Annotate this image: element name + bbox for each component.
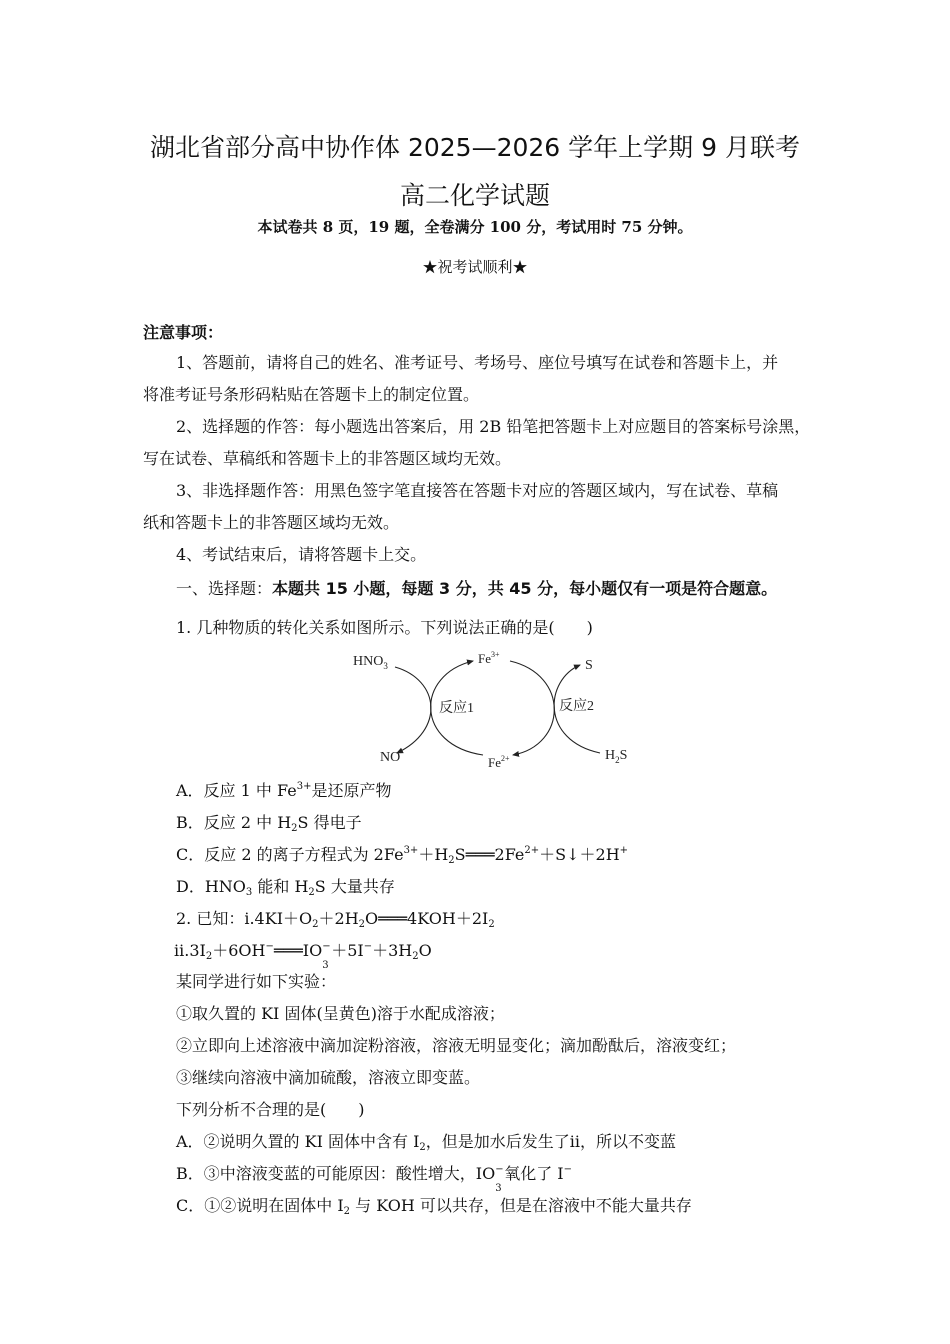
- notice-item: 4、考试结束后，请将答题卡上交。: [176, 545, 427, 564]
- label-fe3: $Fe^{3+}$: [478, 650, 500, 666]
- reaction2-arrow-fe3-fe2: [510, 661, 554, 755]
- q2-step-1: ①取久置的 KI 固体(呈黄色)溶于水配成溶液；: [176, 1004, 505, 1023]
- notice-item: 2、选择题的作答：每小题选出答案后，用 2B 铅笔把答题卡上对应题目的答案标号涂黑，: [176, 417, 811, 436]
- q1-option-a: A．反应 1 中 $Fe^{3+}$是还原产物: [176, 781, 392, 800]
- label-s: S: [585, 658, 593, 673]
- q2-given-i: 2. 已知：$ⅰ.4KI+O_2+2H_2O═══4KOH+2I_2$: [176, 909, 495, 930]
- q1-option-c: C．反应 2 的离子方程式为 $2Fe^{3+}+H_2S═══2Fe^{2+}+S↓+2H^+$: [176, 845, 629, 866]
- notice-item: 写在试卷、草稿纸和答题卡上的非答题区域均无效。: [143, 449, 512, 468]
- reaction1-arrow-hno3-no: [395, 667, 431, 753]
- q1-option-b: B．反应 2 中 $H_2S$ 得电子: [176, 813, 362, 834]
- question-1-stem: 1. 几种物质的转化关系如图所示。下列说法正确的是( ): [176, 618, 593, 637]
- q2-step-3: ③继续向溶液中滴加硫酸，溶液立即变蓝。: [176, 1068, 481, 1087]
- q2-option-a: A．②说明久置的 KI 固体中含有 $I_2$，但是加水后发生了ⅱ，所以不变蓝: [176, 1132, 677, 1153]
- q1-option-d: D．$HNO_3$ 能和 $H_2S$ 大量共存: [176, 877, 395, 898]
- notice-item: 将准考证号条形码粘贴在答题卡上的制定位置。: [143, 385, 480, 404]
- label-h2s: $H_2S$: [605, 748, 628, 765]
- q2-question: 下列分析不合理的是( ): [176, 1100, 365, 1119]
- exam-subject-title: 高二化学试题: [399, 181, 550, 210]
- label-hno3: $HNO_3$: [353, 654, 388, 671]
- notice-item: 纸和答题卡上的非答题区域均无效。: [143, 513, 400, 532]
- label-reaction2: 反应2: [559, 699, 594, 714]
- label-fe2: $Fe^{2+}$: [488, 754, 510, 770]
- label-reaction1: 反应1: [439, 701, 474, 716]
- redox-cycle-diagram: [345, 645, 645, 773]
- q2-intro: 某同学进行如下实验：: [176, 972, 337, 991]
- section-heading: [176, 574, 777, 604]
- section-instructions: 本题共 15 小题，每题 3 分，共 45 分，每小题仅有一项是符合题意。: [272, 579, 778, 598]
- label-no: NO: [380, 750, 401, 765]
- notice-item: 3、非选择题作答：用黑色签字笔直接答在答题卡对应的答题区域内，写在试卷、草稿: [176, 481, 779, 500]
- q2-step-2: ②立即向上述溶液中滴加淀粉溶液，溶液无明显变化；滴加酚酞后，溶液变红；: [176, 1036, 737, 1055]
- exam-info: 本试卷共 8 页，19 题，全卷满分 100 分，考试用时 75 分钟。: [257, 218, 693, 236]
- exam-title: 湖北省部分高中协作体 2025—2026 学年上学期 9 月联考: [150, 133, 800, 162]
- good-luck-line: ★祝考试顺利★: [422, 258, 528, 276]
- q2-given-ii: $ⅱ.3I_2+6OH^-═══IO$ − 3 $+5I^-+3H_2O$: [174, 941, 432, 971]
- section-prefix: 一、选择题：: [176, 579, 273, 598]
- q2-option-b: B．③中溶液变蓝的可能原因：酸性增大，IO − 3 氧化了 I−: [176, 1164, 573, 1194]
- q2-option-c: C．①②说明在固体中 $I_2$ 与 KOH 可以共存，但是在溶液中不能大量共存: [176, 1196, 692, 1217]
- notice-item: 1、答题前，请将自己的姓名、准考证号、考场号、座位号填写在试卷和答题卡上，并: [176, 353, 779, 372]
- notice-heading: 注意事项：: [143, 323, 224, 342]
